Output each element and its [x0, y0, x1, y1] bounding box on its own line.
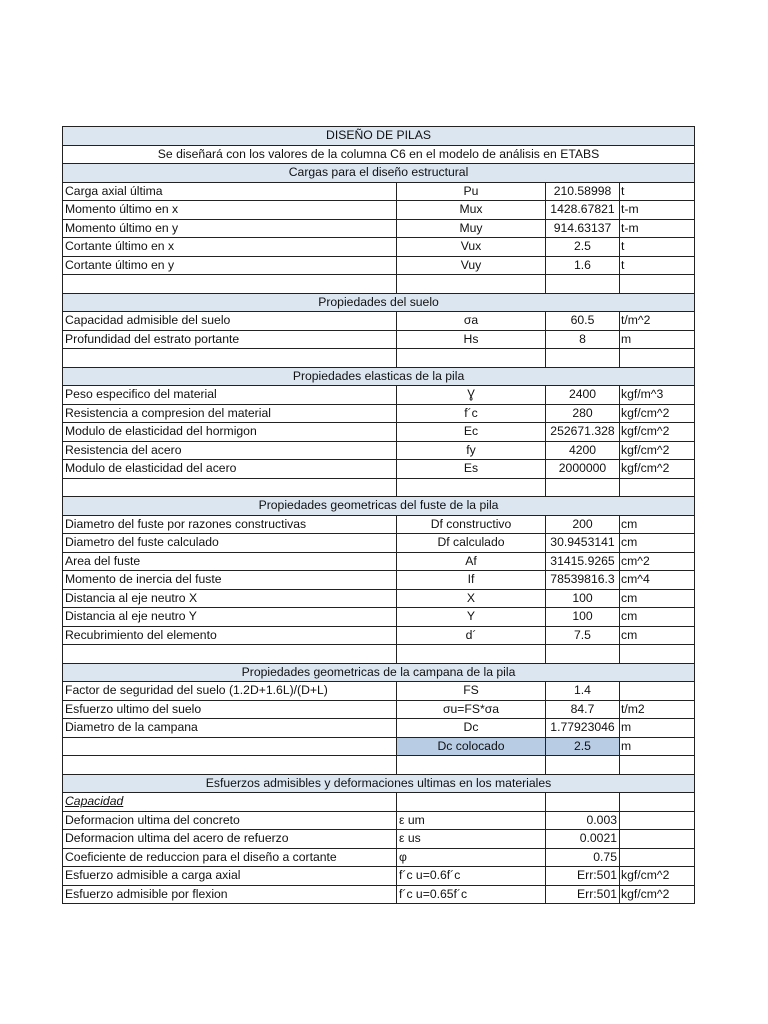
symbol-cell: Vuy [397, 256, 546, 275]
table-row [63, 441, 695, 460]
table-row [63, 534, 695, 553]
empty-cell [620, 756, 695, 775]
section-header: Propiedades del suelo [63, 293, 695, 312]
table-row [63, 885, 695, 904]
empty-cell [63, 478, 397, 497]
symbol-cell: σa [397, 312, 546, 331]
empty-cell [63, 756, 397, 775]
value-cell: 0.003 [546, 811, 620, 830]
unit-cell: kgf/cm^2 [620, 441, 695, 460]
desc-cell: Esfuerzo admisible a carga axial [63, 867, 397, 886]
unit-cell: m [620, 330, 695, 349]
value-cell: 60.5 [546, 312, 620, 331]
subheader-label: Capacidad [63, 793, 397, 812]
unit-cell [620, 848, 695, 867]
value-cell: 78539816.3 [546, 571, 620, 590]
symbol-cell: ε um [397, 811, 546, 830]
empty-cell [546, 793, 620, 812]
table-row [63, 830, 695, 849]
empty-cell [620, 793, 695, 812]
desc-cell: Carga axial última [63, 182, 397, 201]
value-cell: 1.77923046 [546, 719, 620, 738]
symbol-cell: Pu [397, 182, 546, 201]
unit-cell: cm [620, 589, 695, 608]
unit-cell: m [620, 737, 695, 756]
desc-cell: Area del fuste [63, 552, 397, 571]
value-cell: 31415.9265 [546, 552, 620, 571]
desc-cell: Cortante último en x [63, 238, 397, 257]
desc-cell: Deformacion ultima del acero de refuerzo [63, 830, 397, 849]
value-cell: 200 [546, 515, 620, 534]
table-row [63, 608, 695, 627]
unit-cell: cm [620, 608, 695, 627]
sheet-subtitle: Se diseñará con los valores de la columna C6 en el modelo de análisis en ETABS [63, 145, 695, 164]
unit-cell: t/m^2 [620, 312, 695, 331]
desc-cell: Diametro de la campana [63, 719, 397, 738]
unit-cell: cm [620, 626, 695, 645]
value-cell: 0.0021 [546, 830, 620, 849]
unit-cell: kgf/cm^2 [620, 404, 695, 423]
empty-cell [397, 349, 546, 368]
desc-cell: Distancia al eje neutro Y [63, 608, 397, 627]
desc-cell: Diametro del fuste por razones constructivas [63, 515, 397, 534]
desc-cell: Momento de inercia del fuste [63, 571, 397, 590]
value-cell: 1428.67821 [546, 201, 620, 220]
desc-cell: Resistencia del acero [63, 441, 397, 460]
value-cell: Err:501 [546, 885, 620, 904]
symbol-cell: fy [397, 441, 546, 460]
desc-cell: Modulo de elasticidad del hormigon [63, 423, 397, 442]
title-row [63, 127, 695, 146]
unit-cell: t-m [620, 219, 695, 238]
unit-cell: m [620, 719, 695, 738]
section-header: Propiedades geometricas de la campana de la pila [63, 663, 695, 682]
table-row [63, 219, 695, 238]
desc-cell: Resistencia a compresion del material [63, 404, 397, 423]
empty-cell [546, 275, 620, 294]
table-row [63, 848, 695, 867]
empty-row [63, 645, 695, 664]
empty-cell [620, 478, 695, 497]
table-row [63, 589, 695, 608]
desc-cell: Peso especifico del material [63, 386, 397, 405]
value-cell: 210.58998 [546, 182, 620, 201]
section-header: Propiedades geometricas del fuste de la pila [63, 497, 695, 516]
empty-cell [397, 275, 546, 294]
unit-cell: kgf/cm^2 [620, 460, 695, 479]
table-row [63, 700, 695, 719]
sheet-title: DISEÑO DE PILAS [63, 127, 695, 146]
empty-cell [63, 275, 397, 294]
desc-cell: Esfuerzo admisible por flexion [63, 885, 397, 904]
value-cell: 1.4 [546, 682, 620, 701]
table-row [63, 238, 695, 257]
table-row [63, 460, 695, 479]
symbol-cell: Muy [397, 219, 546, 238]
desc-cell: Diametro del fuste calculado [63, 534, 397, 553]
empty-cell [63, 645, 397, 664]
unit-cell: cm^4 [620, 571, 695, 590]
symbol-cell-highlight: Dc colocado [397, 737, 546, 756]
symbol-cell: Dc [397, 719, 546, 738]
table-row [63, 552, 695, 571]
unit-cell: t [620, 238, 695, 257]
unit-cell: cm^2 [620, 552, 695, 571]
desc-cell: Cortante último en y [63, 256, 397, 275]
empty-cell [546, 645, 620, 664]
desc-cell [63, 737, 397, 756]
table-row [63, 682, 695, 701]
symbol-cell: φ [397, 848, 546, 867]
table-row [63, 867, 695, 886]
unit-cell [620, 811, 695, 830]
design-table [62, 126, 695, 904]
table-row [63, 256, 695, 275]
table-row [63, 571, 695, 590]
section-header-row [63, 293, 695, 312]
desc-cell: Deformacion ultima del concreto [63, 811, 397, 830]
value-cell: 100 [546, 608, 620, 627]
value-cell: 280 [546, 404, 620, 423]
value-cell: 2400 [546, 386, 620, 405]
value-cell: 252671.328 [546, 423, 620, 442]
empty-cell [63, 349, 397, 368]
section-header-row [63, 164, 695, 183]
empty-cell [397, 756, 546, 775]
desc-cell: Coeficiente de reduccion para el diseño a cortante [63, 848, 397, 867]
subtitle-row [63, 145, 695, 164]
desc-cell: Modulo de elasticidad del acero [63, 460, 397, 479]
value-cell: 2.5 [546, 238, 620, 257]
section-header-row [63, 497, 695, 516]
unit-cell: t/m2 [620, 700, 695, 719]
symbol-cell: Hs [397, 330, 546, 349]
section-header: Esfuerzos admisibles y deformaciones ultimas en los materiales [63, 774, 695, 793]
table-row [63, 201, 695, 220]
value-cell: 0.75 [546, 848, 620, 867]
symbol-cell: If [397, 571, 546, 590]
symbol-cell: Df constructivo [397, 515, 546, 534]
section-header-row [63, 774, 695, 793]
table-row [63, 386, 695, 405]
empty-cell [546, 349, 620, 368]
symbol-cell: Ɣ [397, 386, 546, 405]
table-row [63, 330, 695, 349]
desc-cell: Factor de seguridad del suelo (1.2D+1.6L)/(D+L) [63, 682, 397, 701]
empty-cell [546, 756, 620, 775]
unit-cell: kgf/cm^2 [620, 867, 695, 886]
table-row-highlight [63, 737, 695, 756]
table-row [63, 811, 695, 830]
unit-cell: t [620, 256, 695, 275]
symbol-cell: f´c u=0.6f´c [397, 867, 546, 886]
unit-cell: kgf/m^3 [620, 386, 695, 405]
section-header-row [63, 367, 695, 386]
table-row [63, 312, 695, 331]
value-cell-highlight: 2.5 [546, 737, 620, 756]
section-header: Cargas para el diseño estructural [63, 164, 695, 183]
empty-cell [620, 645, 695, 664]
empty-row [63, 349, 695, 368]
table-row [63, 423, 695, 442]
unit-cell: t [620, 182, 695, 201]
symbol-cell: ε us [397, 830, 546, 849]
empty-row [63, 756, 695, 775]
symbol-cell: Df calculado [397, 534, 546, 553]
unit-cell: kgf/cm^2 [620, 423, 695, 442]
table-row [63, 404, 695, 423]
unit-cell: cm [620, 534, 695, 553]
desc-cell: Momento último en x [63, 201, 397, 220]
symbol-cell: Y [397, 608, 546, 627]
value-cell: 914.63137 [546, 219, 620, 238]
desc-cell: Esfuerzo ultimo del suelo [63, 700, 397, 719]
unit-cell [620, 830, 695, 849]
unit-cell [620, 682, 695, 701]
desc-cell: Recubrimiento del elemento [63, 626, 397, 645]
symbol-cell: FS [397, 682, 546, 701]
value-cell: 7.5 [546, 626, 620, 645]
empty-cell [397, 793, 546, 812]
section-header: Propiedades elasticas de la pila [63, 367, 695, 386]
symbol-cell: d´ [397, 626, 546, 645]
table-row [63, 515, 695, 534]
desc-cell: Capacidad admisible del suelo [63, 312, 397, 331]
empty-cell [397, 478, 546, 497]
desc-cell: Momento último en y [63, 219, 397, 238]
subheader-row [63, 793, 695, 812]
value-cell: 2000000 [546, 460, 620, 479]
empty-cell [620, 349, 695, 368]
value-cell: 8 [546, 330, 620, 349]
empty-cell [397, 645, 546, 664]
section-header-row [63, 663, 695, 682]
symbol-cell: Ec [397, 423, 546, 442]
empty-cell [546, 478, 620, 497]
symbol-cell: X [397, 589, 546, 608]
desc-cell: Profundidad del estrato portante [63, 330, 397, 349]
symbol-cell: Mux [397, 201, 546, 220]
empty-cell [620, 275, 695, 294]
symbol-cell: Af [397, 552, 546, 571]
table-row [63, 182, 695, 201]
symbol-cell: σu=FS*σa [397, 700, 546, 719]
symbol-cell: Vux [397, 238, 546, 257]
value-cell: Err:501 [546, 867, 620, 886]
value-cell: 84.7 [546, 700, 620, 719]
desc-cell: Distancia al eje neutro X [63, 589, 397, 608]
table-row [63, 626, 695, 645]
value-cell: 4200 [546, 441, 620, 460]
table-row [63, 719, 695, 738]
value-cell: 100 [546, 589, 620, 608]
value-cell: 30.9453141 [546, 534, 620, 553]
value-cell: 1.6 [546, 256, 620, 275]
unit-cell: cm [620, 515, 695, 534]
unit-cell: t-m [620, 201, 695, 220]
unit-cell: kgf/cm^2 [620, 885, 695, 904]
empty-row [63, 275, 695, 294]
symbol-cell: f´c u=0.65f´c [397, 885, 546, 904]
empty-row [63, 478, 695, 497]
symbol-cell: f´c [397, 404, 546, 423]
symbol-cell: Es [397, 460, 546, 479]
